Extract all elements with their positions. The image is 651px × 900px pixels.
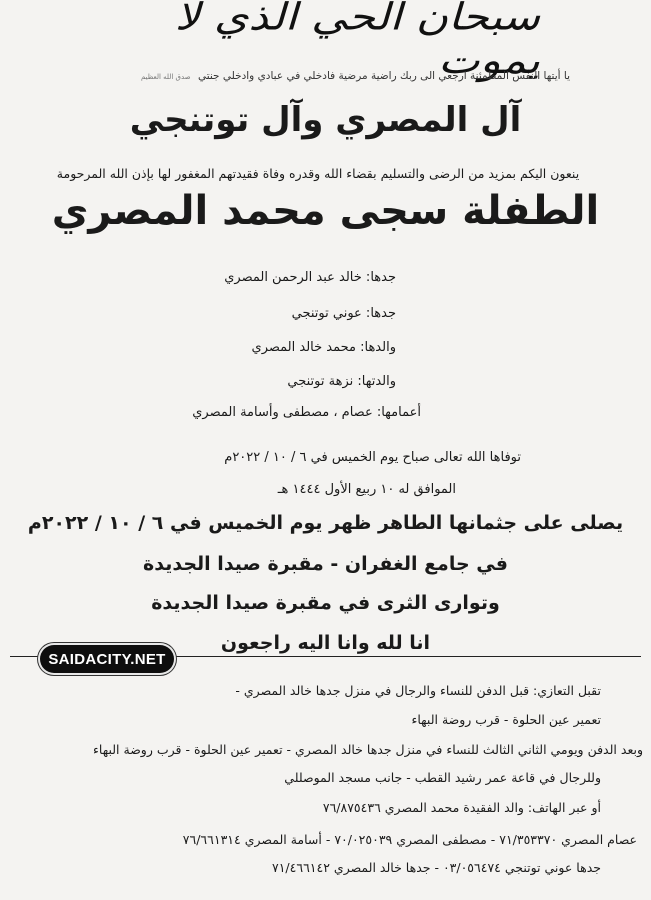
watermark-badge [40,645,174,673]
condolence-phone-line: عصام المصري ٧١/٣٥٣٣٧٠ - مصطفى المصري ٧٠/٠٢٥٠٣٩ - أسامة المصري ٧٦/٦٦١٣١٤ [182,832,637,847]
closing-phrase: انا لله وانا اليه راجعون [220,632,431,654]
calligraphy-header: سبحان الحي الذي لا يموت [174,0,540,83]
condolence-phone-line: أو عبر الهاتف: والد الفقيدة محمد المصري ٧٦/٨٧٥٤٣٦ [322,800,601,815]
condolence-line: وبعد الدفن ويومي الثاني الثالث للنساء في منزل جدها خالد المصري - تعمير عين الحلوة - قرب روضة البهاء [93,742,643,757]
condolence-line: وللرجال في قاعة عمر رشيد القطب - جانب مسجد الموصللي [284,770,601,785]
burial-info: وتوارى الثرى في مقبرة صيدا الجديدة [151,592,500,614]
relative-father: والدها: محمد خالد المصري [251,340,396,355]
condolence-line: تعمير عين الحلوة - قرب روضة البهاء [411,712,601,727]
mosque-info: في جامع الغفران - مقبرة صيدا الجديدة [143,553,508,575]
announcement-text: ينعون اليكم بمزيد من الرضى والتسليم بقضاء الله وقدره وفاة فقيدتهم المغفور لها بإذن الله المرحومة [56,166,580,181]
verse-reference: صدق الله العظيم [140,73,191,81]
condolence-line: تقبل التعازي: قبل الدفن للنساء والرجال في منزل جدها خالد المصري - [235,683,601,698]
watermark-text: SAIDACITY.NET [48,650,166,668]
prayer-info: يصلى على جثمانها الطاهر ظهر يوم الخميس في ٦ / ١٠ / ٢٠٢٢م [27,512,624,534]
verse-text: يا أيتها النفس المطمئنة ارجعي الى ربك راضية مرضية فادخلي في عبادي وادخلي جنتي [197,70,571,82]
deceased-name: الطفلة سجى محمد المصري [51,188,600,234]
relative-grandfather-maternal: جدها: عوني توتنجي [291,306,396,321]
relative-mother: والدتها: نزهة توتنجي [287,374,396,389]
condolence-phone-line: جدها عوني توتنجي ٠٣/٠٥٦٤٧٤ - جدها خالد المصري ٧١/٤٦٦١٤٢ [272,860,601,875]
relative-grandfather-paternal: جدها: خالد عبد الرحمن المصري [224,270,396,285]
quran-verse [90,70,621,82]
hijri-date: الموافق له ١٠ ربيع الأول ١٤٤٤ هـ [277,482,456,497]
relative-uncles: أعمامها: عصام ، مصطفى وأسامة المصري [192,405,421,420]
family-names: آل المصري وآل توتنجي [129,100,522,140]
death-date: توفاها الله تعالى صباح يوم الخميس في ٦ / ١٠ / ٢٠٢٢م [224,450,521,465]
